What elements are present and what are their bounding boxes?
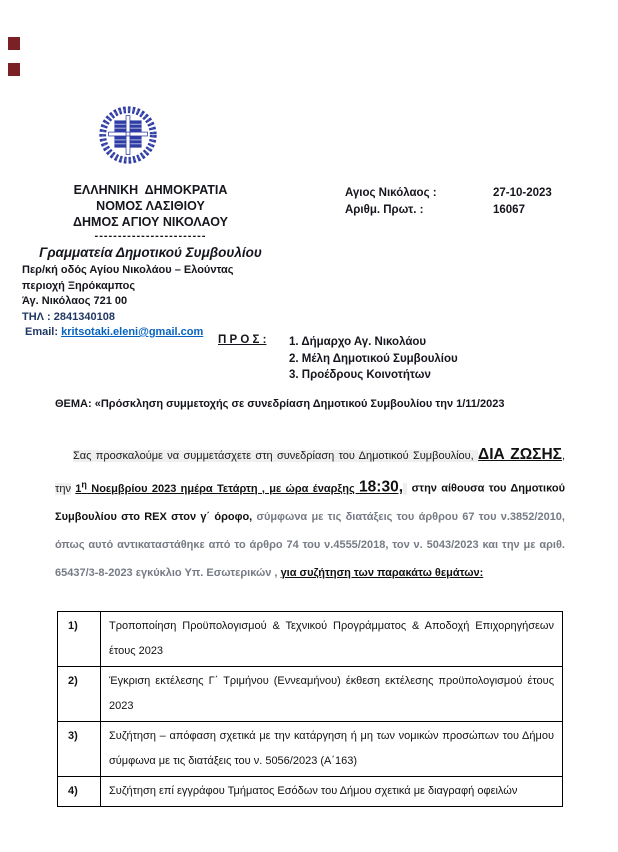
subject-line: ΘΕΜΑ: «Πρόσκληση συμμετοχής σε συνεδρίαση Δημοτικού Συμβουλίου την 1/11/2023: [55, 398, 505, 410]
recipient-item: 3. Προέδρους Κοινοτήτων: [289, 369, 431, 381]
city-date-label: Αγιος Νικόλαος :: [345, 187, 437, 199]
greek-emblem-icon: [94, 101, 162, 174]
table-row: [58, 667, 563, 722]
reference-block: [345, 185, 595, 219]
in-person-emphasis: ΔΙΑ ΖΩΣΗΣ: [478, 446, 562, 463]
date-ordinal: η: [81, 479, 87, 489]
org-line-municipality: ΔΗΜΟΣ ΑΓΙΟΥ ΝΙΚΟΛΑΟΥ: [73, 215, 228, 229]
recipient-item: 1. Δήμαρχο Αγ. Νικολάου: [289, 336, 427, 348]
address-line: περιοχή Ξηρόκαμπος: [22, 279, 136, 292]
agenda-item-text: Συζήτηση – απόφαση σχετικά με την κατάργηση ή μη των νομικών προσώπων του Δήμου σύμφωνα με τις διατάξεις του ν. 5056/2023 (Α΄163): [101, 722, 563, 777]
invite-text: Σας προσκαλούμε να συμμετάσχετε στη συνεδρίαση του Δημοτικού Συμβουλίου,: [73, 450, 479, 462]
broken-image-icon: [8, 37, 20, 50]
agenda-item-number: 3): [58, 722, 101, 777]
agenda-item-text: Έγκριση εκτέλεσης Γ΄ Τριμήνου (Εννεαμήνου) έκθεση εκτέλεσης προϋπολογισμού έτους 2023: [101, 667, 563, 722]
agenda-item-number: 4): [58, 777, 101, 807]
body-paragraph: [55, 441, 565, 587]
header-org-block: [28, 182, 273, 262]
table-row: [58, 612, 563, 667]
email-label: Email:: [25, 326, 59, 338]
legal-references-text: σύμφωνα με τις διατάξεις του άρθρου 67 του ν.3852/2010, όπως αυτό αντικαταστάθηκε από το άρθρο 74 του ν.4555/2018, τον ν. 5043/2023 και την με αριθ. 65437/3-8-2023 εγκύκλιο Υπ. Εσωτερικών ,: [55, 510, 565, 579]
date-rest: Νοεμβρίου 2023 ημέρα Τετάρτη , με ώρα έναρξης: [86, 482, 360, 495]
recipients-list: [289, 334, 549, 384]
date-day: 1: [75, 482, 82, 495]
meeting-place-text: στην αίθουσα του Δημοτικού Συμβουλίου στο REX στον γ΄ όροφο,: [55, 482, 565, 523]
discussion-lead-text: για συζήτηση των παρακάτω θεμάτων:: [280, 566, 484, 579]
tin-text: την: [55, 482, 71, 495]
email-link[interactable]: kritsotaki.eleni@gmail.com: [61, 326, 204, 338]
agenda-table: [57, 611, 563, 807]
comma-text: ,: [561, 450, 566, 462]
protocol-number: 16067: [493, 204, 525, 216]
meeting-time: 18:30,: [359, 478, 403, 496]
phone-line: ΤΗΛ : 2841340108: [22, 310, 115, 323]
table-row: [58, 777, 563, 807]
address-line: Περ/κή οδός Αγίου Νικολάου – Ελούντας: [22, 264, 234, 276]
address-line: Άγ. Νικόλαος 721 00: [22, 295, 128, 307]
broken-image-icon: [8, 63, 20, 76]
recipients-label: Π Ρ Ο Σ :: [218, 334, 267, 346]
header-address-block: [22, 263, 302, 341]
org-line-prefecture: ΝΟΜΟΣ ΛΑΣΙΘΙΟΥ: [96, 199, 205, 213]
protocol-label: Αριθμ. Πρωτ. :: [345, 204, 424, 216]
agenda-item-text: Συζήτηση επί εγγράφου Τμήματος Εσόδων του Δήμου σχετικά με διαγραφή οφειλών: [101, 777, 563, 807]
org-line-republic: ΕΛΛΗΝΙΚΗ ΔΗΜΟΚΡΑΤΙΑ: [73, 183, 228, 197]
meeting-date-text: [75, 479, 360, 495]
agenda-item-number: 2): [58, 667, 101, 722]
department-title: Γραμματεία Δημοτικού Συμβουλίου: [39, 245, 262, 260]
table-row: [58, 722, 563, 777]
agenda-item-text: Τροποποίηση Προϋπολογισμού & Τεχνικού Προγράμματος & Αποδοχή Επιχορηγήσεων έτους 2023: [101, 612, 563, 667]
separator-dashes: ------------------------: [94, 230, 207, 242]
document-date: 27-10-2023: [493, 187, 552, 199]
agenda-item-number: 1): [58, 612, 101, 667]
recipient-item: 2. Μέλη Δημοτικού Συμβουλίου: [289, 352, 458, 365]
